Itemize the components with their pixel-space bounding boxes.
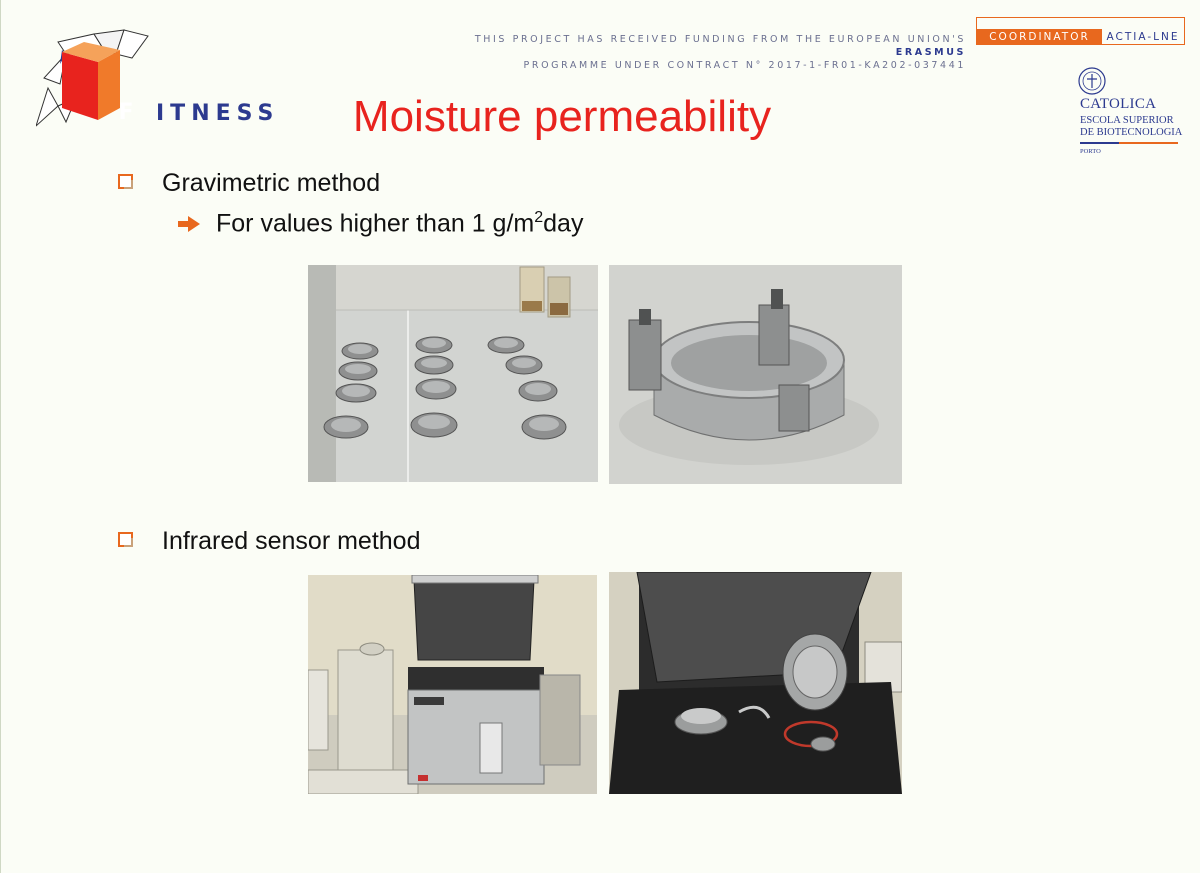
coordinator-badge xyxy=(976,17,1185,45)
sub-bullet-values xyxy=(216,209,583,238)
funding-line-2: PROGRAMME UNDER CONTRACT N° 2017-1-FR01-KA202-037441 xyxy=(523,60,966,71)
slide-title: Moisture permeability xyxy=(352,92,772,141)
erasmus-label: ERASMUS xyxy=(895,47,966,58)
coordinator-name: ACTIA-LNE xyxy=(1106,31,1180,43)
logo-letter: F xyxy=(118,99,134,125)
photo-infrared-instrument xyxy=(308,575,597,794)
funding-line-1-text: THIS PROJECT HAS RECEIVED FUNDING FROM THE EUROPEAN UNION'S xyxy=(474,34,966,45)
sub-bullet-text: For values higher than 1 g/m xyxy=(216,209,535,238)
funding-notice xyxy=(430,33,966,72)
university-seal-icon xyxy=(1078,67,1106,95)
partner-sub-line-2: DE BIOTECNOLOGIA xyxy=(1080,127,1183,138)
coordinator-label: COORDINATOR xyxy=(977,29,1102,45)
checkbox-bullet-icon xyxy=(118,532,133,547)
superscript-2: 2 xyxy=(534,209,544,226)
logo-wordmark: ITNESS xyxy=(156,101,280,126)
partner-sub-line-1: ESCOLA SUPERIOR xyxy=(1080,115,1174,126)
checkbox-bullet-icon xyxy=(118,174,133,189)
arrow-right-icon xyxy=(178,216,200,232)
funding-line-1 xyxy=(430,33,966,59)
sub-bullet-unit: day xyxy=(543,209,584,238)
coordinator-badge-inner xyxy=(977,29,1184,45)
bullet-gravimetric: Gravimetric method xyxy=(162,169,381,197)
partner-name: CATOLICA xyxy=(1080,96,1157,112)
photo-permeability-cup-closeup xyxy=(609,265,902,484)
photo-permeability-cups xyxy=(308,265,598,482)
bullet-infrared: Infrared sensor method xyxy=(162,527,421,555)
partner-city: PORTO xyxy=(1080,148,1101,155)
partner-divider xyxy=(1080,142,1178,144)
photo-infrared-instrument-interior xyxy=(609,572,902,794)
